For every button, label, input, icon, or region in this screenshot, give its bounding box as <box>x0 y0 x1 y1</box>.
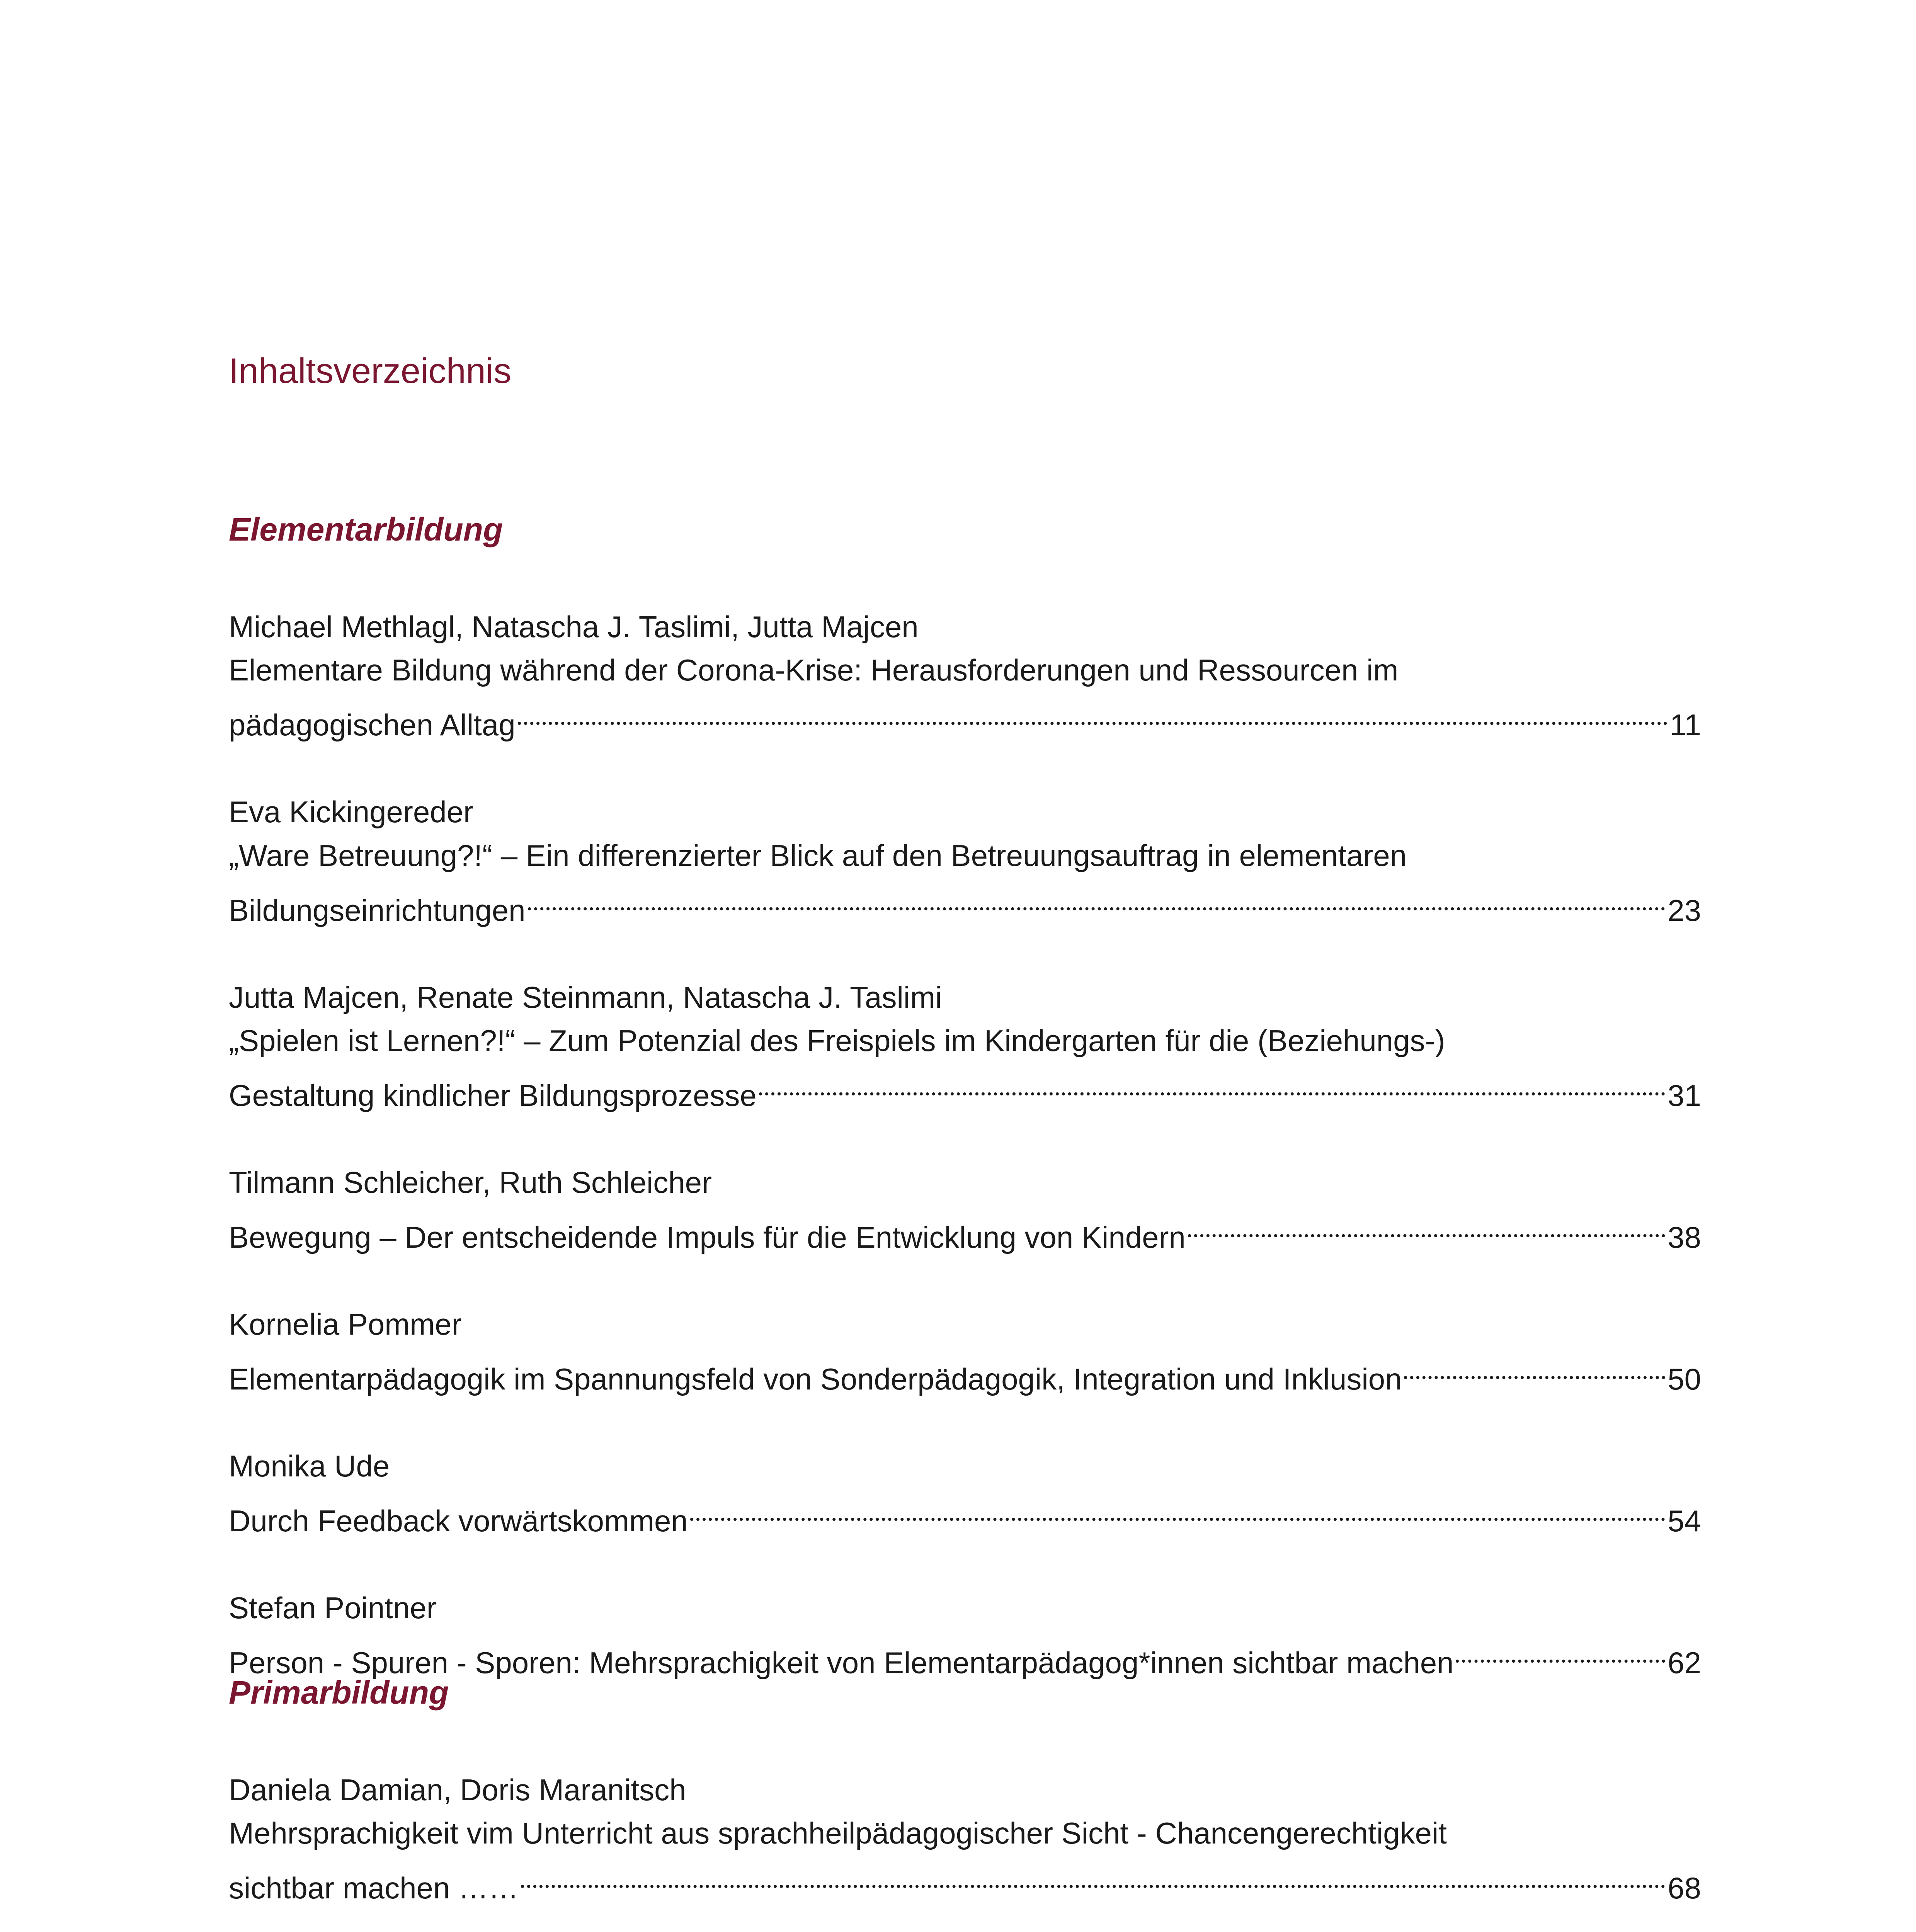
entry-page-number[interactable]: 50 <box>1668 1362 1701 1396</box>
toc-title: Inhaltsverzeichnis <box>229 351 512 391</box>
section-primarbildung <box>229 1673 1701 1932</box>
entry-authors: Jutta Majcen, Renate Steinmann, Natascha J. Taslimi <box>229 980 942 1014</box>
entry-title: Bildungseinrichtungen <box>229 893 526 927</box>
entry-title: „Spielen ist Lernen?!“ – Zum Potenzial des Freispiels im Kindergarten für die (Beziehungs-) <box>229 1024 1445 1058</box>
dot-leader <box>759 1063 1665 1106</box>
entry-title-with-page <box>229 1855 1701 1910</box>
dot-leader <box>528 877 1666 921</box>
entry-list <box>229 605 1701 1685</box>
dot-leader <box>1188 1204 1665 1248</box>
entry-page-number[interactable]: 62 <box>1668 1646 1701 1680</box>
entry-title-with-page <box>229 877 1701 932</box>
toc-entry[interactable] <box>229 1586 1701 1685</box>
entry-list <box>229 1768 1701 1932</box>
toc-entry[interactable] <box>229 1768 1701 1910</box>
section-heading: Elementarbildung <box>229 511 503 548</box>
toc-entry[interactable] <box>229 1444 1701 1543</box>
entry-authors: Tilmann Schleicher, Ruth Schleicher <box>229 1165 712 1200</box>
entry-title: Gestaltung kindlicher Bildungsprozesse <box>229 1078 757 1113</box>
entry-title: Elementare Bildung während der Corona-Krise: Herausforderungen und Ressourcen im <box>229 653 1399 687</box>
entry-title: pädagogischen Alltag <box>229 708 516 742</box>
section-heading: Primarbildung <box>229 1674 449 1711</box>
entry-authors: Kornelia Pommer <box>229 1307 462 1342</box>
entry-title-with-page <box>229 1204 1701 1259</box>
dot-leader <box>518 692 1668 736</box>
entry-title-with-page <box>229 1063 1701 1117</box>
entry-page-number[interactable]: 11 <box>1670 708 1701 742</box>
entry-title: Person - Spuren - Sporen: Mehrsprachigkeit von Elementarpädagog*innen sichtbar machen <box>229 1646 1454 1680</box>
entry-title: Elementarpädagogik im Spannungsfeld von Sonderpädagogik, Integration und Inklusion <box>229 1362 1402 1396</box>
entry-title: sichtbar machen …… <box>229 1871 519 1905</box>
toc-entry[interactable] <box>229 790 1701 932</box>
entry-authors: Stefan Pointner <box>229 1591 437 1625</box>
entry-page-number[interactable]: 54 <box>1668 1504 1701 1538</box>
entry-page-number[interactable]: 68 <box>1668 1871 1701 1905</box>
entry-title-with-page <box>229 692 1701 747</box>
entry-title: „Ware Betreuung?!“ – Ein differenzierter Blick auf den Betreuungsauftrag in elementaren <box>229 838 1407 872</box>
entry-title-with-page <box>229 1488 1701 1543</box>
entry-title: Bewegung – Der entscheidende Impuls für die Entwicklung von Kindern <box>229 1220 1186 1255</box>
entry-title: Durch Feedback vorwärtskommen <box>229 1504 688 1538</box>
dot-leader <box>1456 1630 1665 1673</box>
entry-authors: Eva Kickingereder <box>229 795 473 829</box>
entry-title-with-page <box>229 1346 1701 1401</box>
entry-authors: Daniela Damian, Doris Maranitsch <box>229 1772 686 1807</box>
section-elementarbildung <box>229 510 1701 1728</box>
dot-leader <box>521 1855 1665 1899</box>
entry-page-number[interactable]: 31 <box>1668 1078 1701 1113</box>
toc-entry[interactable] <box>229 976 1701 1117</box>
toc-page <box>229 0 1701 1932</box>
entry-page-number[interactable]: 38 <box>1668 1220 1701 1255</box>
toc-entry[interactable] <box>229 1303 1701 1401</box>
toc-entry[interactable] <box>229 1161 1701 1259</box>
entry-page-number[interactable]: 23 <box>1668 893 1701 927</box>
entry-title: Mehrsprachigkeit vim Unterricht aus sprachheilpädagogischer Sicht - Chancengerechtigkeit <box>229 1816 1447 1850</box>
dot-leader <box>1404 1346 1665 1390</box>
dot-leader <box>690 1488 1665 1532</box>
toc-entry[interactable] <box>229 605 1701 747</box>
entry-authors: Michael Methlagl, Natascha J. Taslimi, Jutta Majcen <box>229 609 919 644</box>
entry-authors: Monika Ude <box>229 1449 390 1483</box>
